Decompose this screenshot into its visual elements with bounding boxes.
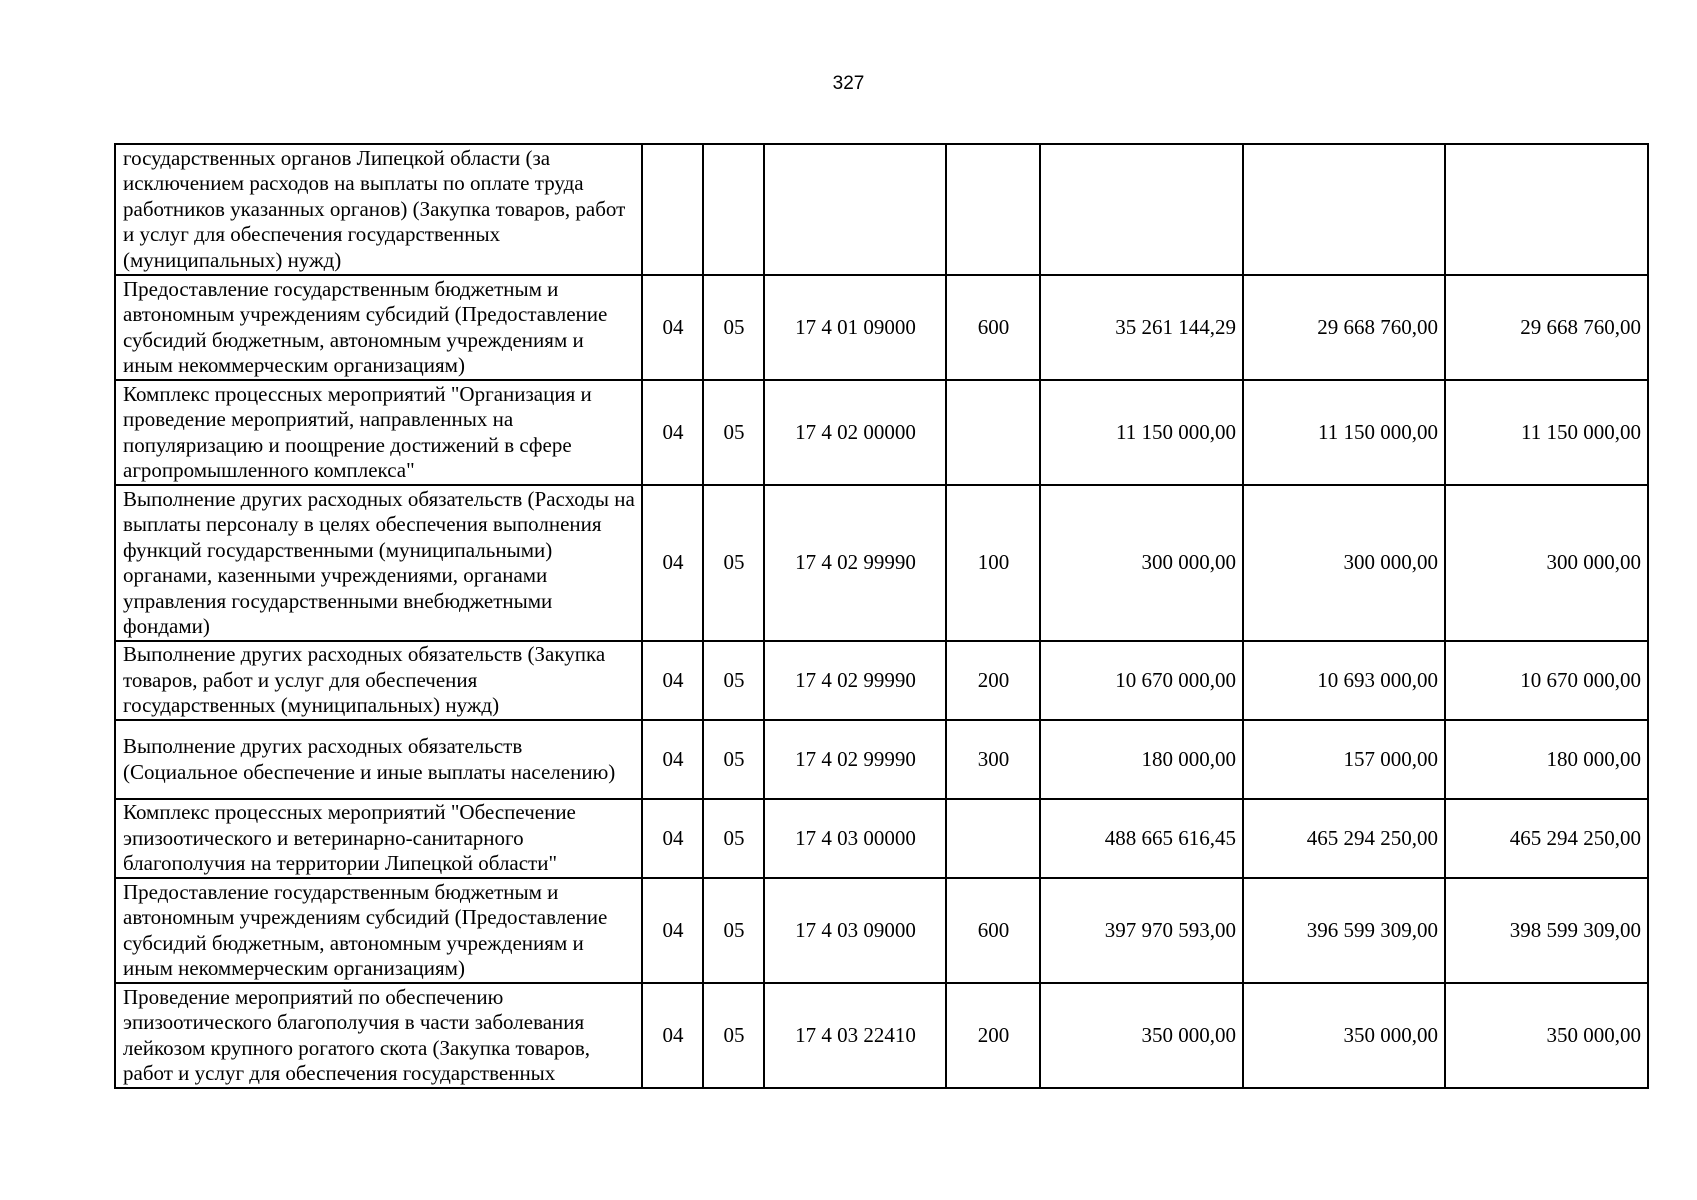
amount-year-2: 10 693 000,00 xyxy=(1243,641,1445,720)
expense-type-code xyxy=(946,380,1040,485)
subsection-code: 05 xyxy=(703,878,764,983)
page-number: 327 xyxy=(832,73,865,94)
amount-year-2: 157 000,00 xyxy=(1243,720,1445,799)
section-code: 04 xyxy=(642,275,703,380)
target-item-code: 17 4 03 09000 xyxy=(764,878,946,983)
row-description: Предоставление государственным бюджетным и автономным учреждениям субсидий (Предоставление субсидий бюджетным, автономным учреждениям и иным некоммерческим организациям) xyxy=(115,275,642,380)
target-item-code: 17 4 02 99990 xyxy=(764,485,946,641)
section-code: 04 xyxy=(642,720,703,799)
amount-year-1: 180 000,00 xyxy=(1040,720,1243,799)
section-code: 04 xyxy=(642,641,703,720)
row-description: Проведение мероприятий по обеспечению эпизоотического благополучия в части заболевания лейкозом крупного рогатого скота (Закупка товаров, работ и услуг для обеспечения государственных xyxy=(115,983,642,1088)
section-code xyxy=(642,144,703,275)
amount-year-1: 300 000,00 xyxy=(1040,485,1243,641)
target-item-code: 17 4 02 00000 xyxy=(764,380,946,485)
row-description: Комплекс процессных мероприятий "Организация и проведение мероприятий, направленных на популяризацию и поощрение достижений в сфере агропромышленного комплекса" xyxy=(115,380,642,485)
table-row xyxy=(115,485,1648,641)
amount-year-1: 11 150 000,00 xyxy=(1040,380,1243,485)
amount-year-1: 350 000,00 xyxy=(1040,983,1243,1088)
row-description: Выполнение других расходных обязательств (Социальное обеспечение и иные выплаты населению) xyxy=(115,720,642,799)
section-code: 04 xyxy=(642,878,703,983)
expense-type-code: 600 xyxy=(946,275,1040,380)
amount-year-1: 10 670 000,00 xyxy=(1040,641,1243,720)
table-row xyxy=(115,983,1648,1088)
amount-year-1: 35 261 144,29 xyxy=(1040,275,1243,380)
amount-year-1 xyxy=(1040,144,1243,275)
target-item-code: 17 4 03 22410 xyxy=(764,983,946,1088)
expense-type-code: 600 xyxy=(946,878,1040,983)
expense-type-code: 200 xyxy=(946,641,1040,720)
amount-year-3: 10 670 000,00 xyxy=(1445,641,1648,720)
table-row xyxy=(115,799,1648,878)
expense-type-code xyxy=(946,799,1040,878)
amount-year-3: 29 668 760,00 xyxy=(1445,275,1648,380)
row-description: Выполнение других расходных обязательств (Расходы на выплаты персоналу в целях обеспечения выполнения функций государственными (муниципальными) органами, казенными учреждениями, органами управления государственными внебюджетными фондами) xyxy=(115,485,642,641)
subsection-code xyxy=(703,144,764,275)
expense-type-code xyxy=(946,144,1040,275)
section-code: 04 xyxy=(642,485,703,641)
amount-year-3: 300 000,00 xyxy=(1445,485,1648,641)
amount-year-2: 29 668 760,00 xyxy=(1243,275,1445,380)
amount-year-2: 300 000,00 xyxy=(1243,485,1445,641)
target-item-code: 17 4 02 99990 xyxy=(764,641,946,720)
subsection-code: 05 xyxy=(703,720,764,799)
amount-year-3: 398 599 309,00 xyxy=(1445,878,1648,983)
subsection-code: 05 xyxy=(703,485,764,641)
row-description: Выполнение других расходных обязательств (Закупка товаров, работ и услуг для обеспечения государственных (муниципальных) нужд) xyxy=(115,641,642,720)
amount-year-3 xyxy=(1445,144,1648,275)
subsection-code: 05 xyxy=(703,983,764,1088)
row-description: Комплекс процессных мероприятий "Обеспечение эпизоотического и ветеринарно-санитарного благополучия на территории Липецкой области" xyxy=(115,799,642,878)
section-code: 04 xyxy=(642,799,703,878)
amount-year-1: 397 970 593,00 xyxy=(1040,878,1243,983)
subsection-code: 05 xyxy=(703,275,764,380)
target-item-code xyxy=(764,144,946,275)
amount-year-3: 180 000,00 xyxy=(1445,720,1648,799)
amount-year-2: 465 294 250,00 xyxy=(1243,799,1445,878)
expense-type-code: 100 xyxy=(946,485,1040,641)
subsection-code: 05 xyxy=(703,641,764,720)
budget-table xyxy=(114,143,1649,1089)
amount-year-2: 350 000,00 xyxy=(1243,983,1445,1088)
table-row xyxy=(115,720,1648,799)
table-row xyxy=(115,144,1648,275)
subsection-code: 05 xyxy=(703,799,764,878)
table-row xyxy=(115,878,1648,983)
target-item-code: 17 4 02 99990 xyxy=(764,720,946,799)
table-row xyxy=(115,641,1648,720)
target-item-code: 17 4 03 00000 xyxy=(764,799,946,878)
amount-year-3: 465 294 250,00 xyxy=(1445,799,1648,878)
expense-type-code: 200 xyxy=(946,983,1040,1088)
amount-year-2: 396 599 309,00 xyxy=(1243,878,1445,983)
row-description: государственных органов Липецкой области (за исключением расходов на выплаты по оплате труда работников указанных органов) (Закупка товаров, работ и услуг для обеспечения государственных (муниципальных) нужд) xyxy=(115,144,642,275)
amount-year-3: 11 150 000,00 xyxy=(1445,380,1648,485)
section-code: 04 xyxy=(642,983,703,1088)
subsection-code: 05 xyxy=(703,380,764,485)
section-code: 04 xyxy=(642,380,703,485)
row-description: Предоставление государственным бюджетным и автономным учреждениям субсидий (Предоставление субсидий бюджетным, автономным учреждениям и иным некоммерческим организациям) xyxy=(115,878,642,983)
amount-year-2 xyxy=(1243,144,1445,275)
table-row xyxy=(115,275,1648,380)
table-row xyxy=(115,380,1648,485)
amount-year-3: 350 000,00 xyxy=(1445,983,1648,1088)
amount-year-2: 11 150 000,00 xyxy=(1243,380,1445,485)
expense-type-code: 300 xyxy=(946,720,1040,799)
target-item-code: 17 4 01 09000 xyxy=(764,275,946,380)
amount-year-1: 488 665 616,45 xyxy=(1040,799,1243,878)
